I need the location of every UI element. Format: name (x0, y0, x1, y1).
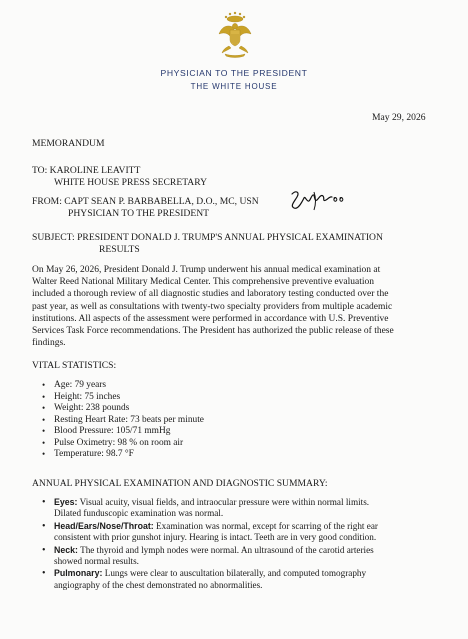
letterhead-subtitle: THE WHITE HOUSE (190, 82, 278, 91)
vital-item-heart-rate: • Resting Heart Rate: 73 beats per minute (40, 415, 204, 427)
handwritten-signature-icon (286, 188, 356, 212)
intro-paragraph (32, 264, 442, 349)
from-title-line: PHYSICIAN TO THE PRESIDENT (68, 208, 209, 219)
letterhead-title: PHYSICIAN TO THE PRESIDENT (160, 68, 308, 78)
summary-label: Eyes: (54, 497, 78, 507)
summary-text-continued: angiography of the chest demonstrated no abnormalities. (54, 579, 263, 590)
subject-line-continued: RESULTS (99, 244, 140, 255)
summary-text: Examination was normal, except for scarring of the right ear (153, 520, 378, 531)
memo-date: May 29, 2026 (372, 112, 426, 123)
vitals-heading: VITAL STATISTICS: (32, 360, 117, 371)
paragraph-line: institutions. All aspects of the assessment were performed in accordance with U.S. Preventive (32, 313, 389, 324)
paragraph-line: past year, as well as consultations with twenty-two specialty providers from multiple academic (32, 301, 393, 312)
presidential-seal-icon (216, 8, 254, 58)
memo-label: MEMORANDUM (32, 138, 105, 149)
vitals-list (40, 380, 204, 461)
summary-label: Pulmonary: (54, 568, 103, 579)
paragraph-line: On May 26, 2026, President Donald J. Trump underwent his annual medical examination at (32, 265, 381, 275)
summary-text-continued: consistent with prior gunshot injury. Hearing is intact. Teeth are in very good condition. (54, 532, 377, 543)
vital-item-temperature: • Temperature: 98.7 °F (40, 449, 204, 461)
summary-text: Lungs were clear to auscultation bilaterally, and computed tomography (102, 568, 367, 579)
summary-text: The thyroid and lymph nodes were normal. An ultrasound of the carotid arteries (77, 544, 374, 555)
summary-text-continued: Dilated funduscopic examination was normal. (54, 508, 224, 519)
vital-item-pulse-oximetry: • Pulse Oximetry: 98 % on room air (40, 438, 204, 450)
paragraph-line: Walter Reed National Military Medical Center. This comprehensive preventive evaluation (32, 277, 375, 288)
summary-text: Visual acuity, visual fields, and intraocular pressure were within normal limits. (77, 497, 370, 507)
summary-label: Neck: (54, 544, 78, 555)
vital-item-blood-pressure: • Blood Pressure: 105/71 mmHg (40, 426, 204, 438)
summary-heading: ANNUAL PHYSICAL EXAMINATION AND DIAGNOSTIC SUMMARY: (32, 478, 328, 489)
summary-label: Head/Ears/Nose/Throat: (54, 520, 154, 531)
subject-line: SUBJECT: PRESIDENT DONALD J. TRUMP'S ANNUAL PHYSICAL EXAMINATION (32, 232, 383, 243)
vital-item-height: • Height: 75 inches (40, 392, 204, 404)
summary-text-continued: showed normal results. (54, 556, 139, 567)
vital-item-age: • Age: 79 years (40, 380, 204, 392)
from-line: FROM: CAPT SEAN P. BARBABELLA, D.O., MC, USN (32, 196, 259, 207)
paragraph-line: findings. (32, 338, 66, 349)
summary-item-pulmonary (40, 568, 378, 591)
summary-item-eyes (40, 497, 378, 520)
summary-item-heent (40, 521, 378, 544)
paragraph-line: Services Task Force recommendations. The President has authorized the public release of these (32, 326, 394, 337)
paragraph-line: included a thorough review of all diagnostic studies and laboratory testing conducted over the (32, 289, 389, 300)
summary-item-neck (40, 545, 378, 568)
to-title-line: WHITE HOUSE PRESS SECRETARY (54, 177, 208, 188)
to-line: TO: KAROLINE LEAVITT (32, 165, 141, 176)
summary-list (40, 497, 378, 592)
vital-item-weight: • Weight: 238 pounds (40, 403, 204, 415)
